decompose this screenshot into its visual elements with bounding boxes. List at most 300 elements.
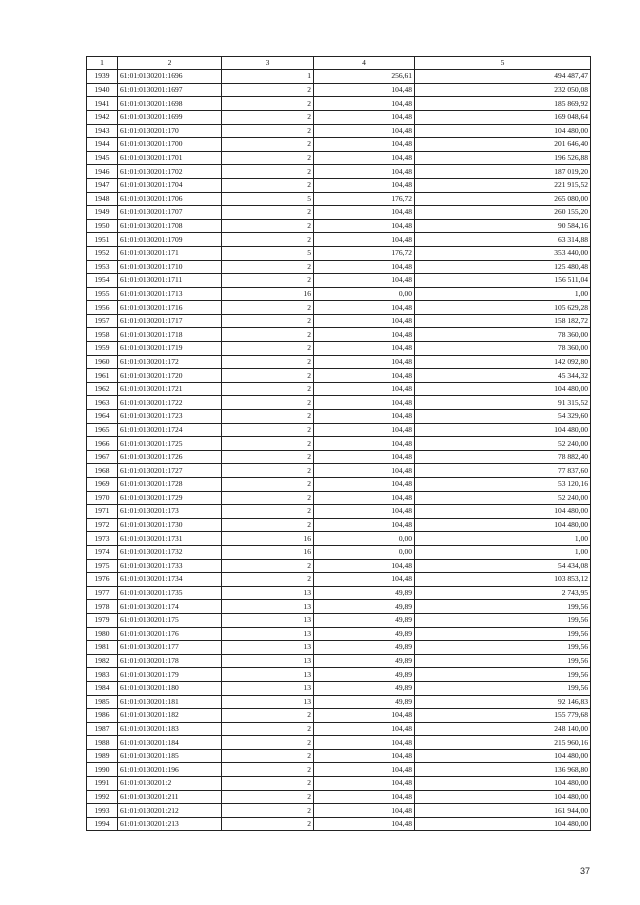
code-cell: 16 <box>222 287 314 301</box>
row-number-cell: 1939 <box>87 70 118 84</box>
cadastral-number-cell: 61:01:0130201:1720 <box>118 369 222 383</box>
table-row <box>87 559 591 573</box>
table-row <box>87 70 591 84</box>
table-row <box>87 573 591 587</box>
code-cell: 2 <box>222 804 314 818</box>
value-cell: 136 968,80 <box>415 763 591 777</box>
column-header: 5 <box>415 57 591 70</box>
code-cell: 2 <box>222 410 314 424</box>
value-cell: 104 480,00 <box>415 749 591 763</box>
value-cell: 45 344,32 <box>415 369 591 383</box>
row-number-cell: 1961 <box>87 369 118 383</box>
code-cell: 2 <box>222 505 314 519</box>
row-number-cell: 1966 <box>87 437 118 451</box>
cadastral-number-cell: 61:01:0130201:1725 <box>118 437 222 451</box>
value-cell: 1,00 <box>415 545 591 559</box>
table-row <box>87 641 591 655</box>
cadastral-number-cell: 61:01:0130201:1711 <box>118 274 222 288</box>
value-cell: 104 480,00 <box>415 382 591 396</box>
cadastral-number-cell: 61:01:0130201:180 <box>118 681 222 695</box>
cadastral-number-cell: 61:01:0130201:1726 <box>118 450 222 464</box>
rate-cell: 104,48 <box>314 165 415 179</box>
rate-cell: 104,48 <box>314 110 415 124</box>
code-cell: 2 <box>222 437 314 451</box>
row-number-cell: 1991 <box>87 777 118 791</box>
table-row <box>87 233 591 247</box>
rate-cell: 104,48 <box>314 138 415 152</box>
code-cell: 16 <box>222 545 314 559</box>
table-row <box>87 695 591 709</box>
value-cell: 52 240,00 <box>415 491 591 505</box>
cadastral-number-cell: 61:01:0130201:1731 <box>118 532 222 546</box>
code-cell: 2 <box>222 138 314 152</box>
table-row <box>87 369 591 383</box>
table-row <box>87 355 591 369</box>
cadastral-number-cell: 61:01:0130201:1721 <box>118 382 222 396</box>
rate-cell: 49,89 <box>314 654 415 668</box>
cadastral-number-cell: 61:01:0130201:1717 <box>118 314 222 328</box>
rate-cell: 104,48 <box>314 260 415 274</box>
rate-cell: 49,89 <box>314 586 415 600</box>
rate-cell: 104,48 <box>314 722 415 736</box>
rate-cell: 104,48 <box>314 83 415 97</box>
code-cell: 13 <box>222 586 314 600</box>
cadastral-number-cell: 61:01:0130201:183 <box>118 722 222 736</box>
table-row <box>87 545 591 559</box>
table-row <box>87 246 591 260</box>
table-row <box>87 450 591 464</box>
row-number-cell: 1982 <box>87 654 118 668</box>
rate-cell: 49,89 <box>314 668 415 682</box>
code-cell: 16 <box>222 532 314 546</box>
value-cell: 196 526,88 <box>415 151 591 165</box>
cadastral-number-cell: 61:01:0130201:1729 <box>118 491 222 505</box>
rate-cell: 49,89 <box>314 627 415 641</box>
code-cell: 2 <box>222 97 314 111</box>
row-number-cell: 1950 <box>87 219 118 233</box>
value-cell: 265 080,00 <box>415 192 591 206</box>
cadastral-number-cell: 61:01:0130201:1708 <box>118 219 222 233</box>
code-cell: 2 <box>222 749 314 763</box>
value-cell: 199,56 <box>415 681 591 695</box>
rate-cell: 49,89 <box>314 613 415 627</box>
cadastral-number-cell: 61:01:0130201:184 <box>118 736 222 750</box>
row-number-cell: 1970 <box>87 491 118 505</box>
cadastral-number-cell: 61:01:0130201:185 <box>118 749 222 763</box>
cadastral-number-cell: 61:01:0130201:176 <box>118 627 222 641</box>
value-cell: 199,56 <box>415 613 591 627</box>
row-number-cell: 1946 <box>87 165 118 179</box>
table-row <box>87 464 591 478</box>
value-cell: 91 315,52 <box>415 396 591 410</box>
value-cell: 156 511,04 <box>415 274 591 288</box>
value-cell: 199,56 <box>415 668 591 682</box>
row-number-cell: 1940 <box>87 83 118 97</box>
value-cell: 78 360,00 <box>415 328 591 342</box>
row-number-cell: 1972 <box>87 518 118 532</box>
code-cell: 13 <box>222 613 314 627</box>
rate-cell: 104,48 <box>314 573 415 587</box>
cadastral-number-cell: 61:01:0130201:196 <box>118 763 222 777</box>
row-number-cell: 1979 <box>87 613 118 627</box>
code-cell: 13 <box>222 654 314 668</box>
row-number-cell: 1960 <box>87 355 118 369</box>
cadastral-number-cell: 61:01:0130201:179 <box>118 668 222 682</box>
rate-cell: 104,48 <box>314 736 415 750</box>
cadastral-number-cell: 61:01:0130201:1727 <box>118 464 222 478</box>
rate-cell: 49,89 <box>314 600 415 614</box>
table-row <box>87 124 591 138</box>
code-cell: 13 <box>222 695 314 709</box>
value-cell: 232 050,08 <box>415 83 591 97</box>
value-cell: 77 837,60 <box>415 464 591 478</box>
cadastral-number-cell: 61:01:0130201:1732 <box>118 545 222 559</box>
cadastral-number-cell: 61:01:0130201:1704 <box>118 178 222 192</box>
rate-cell: 104,48 <box>314 342 415 356</box>
code-cell: 2 <box>222 559 314 573</box>
value-cell: 494 487,47 <box>415 70 591 84</box>
code-cell: 2 <box>222 301 314 315</box>
code-cell: 2 <box>222 83 314 97</box>
rate-cell: 104,48 <box>314 382 415 396</box>
code-cell: 13 <box>222 668 314 682</box>
cadastral-number-cell: 61:01:0130201:175 <box>118 613 222 627</box>
value-cell: 201 646,40 <box>415 138 591 152</box>
value-cell: 104 480,00 <box>415 423 591 437</box>
rate-cell: 104,48 <box>314 518 415 532</box>
value-cell: 199,56 <box>415 641 591 655</box>
rate-cell: 104,48 <box>314 178 415 192</box>
value-cell: 2 743,95 <box>415 586 591 600</box>
code-cell: 1 <box>222 70 314 84</box>
table-row <box>87 749 591 763</box>
cadastral-number-cell: 61:01:0130201:182 <box>118 709 222 723</box>
row-number-cell: 1992 <box>87 790 118 804</box>
cadastral-number-cell: 61:01:0130201:1706 <box>118 192 222 206</box>
cadastral-number-cell: 61:01:0130201:1724 <box>118 423 222 437</box>
row-number-cell: 1944 <box>87 138 118 152</box>
rate-cell: 104,48 <box>314 219 415 233</box>
code-cell: 13 <box>222 627 314 641</box>
cadastral-number-cell: 61:01:0130201:1723 <box>118 410 222 424</box>
row-number-cell: 1980 <box>87 627 118 641</box>
rate-cell: 0,00 <box>314 532 415 546</box>
table-row <box>87 423 591 437</box>
cadastral-number-cell: 61:01:0130201:1707 <box>118 206 222 220</box>
cadastral-number-cell: 61:01:0130201:1716 <box>118 301 222 315</box>
column-header: 3 <box>222 57 314 70</box>
rate-cell: 104,48 <box>314 749 415 763</box>
value-cell: 78 360,00 <box>415 342 591 356</box>
cadastral-number-cell: 61:01:0130201:171 <box>118 246 222 260</box>
code-cell: 2 <box>222 328 314 342</box>
code-cell: 5 <box>222 246 314 260</box>
table-row <box>87 410 591 424</box>
table-row <box>87 777 591 791</box>
code-cell: 2 <box>222 124 314 138</box>
value-cell: 104 480,00 <box>415 518 591 532</box>
table-row <box>87 586 591 600</box>
value-cell: 155 779,68 <box>415 709 591 723</box>
rate-cell: 176,72 <box>314 192 415 206</box>
rate-cell: 176,72 <box>314 246 415 260</box>
code-cell: 2 <box>222 450 314 464</box>
column-header: 4 <box>314 57 415 70</box>
rate-cell: 104,48 <box>314 396 415 410</box>
code-cell: 2 <box>222 219 314 233</box>
code-cell: 2 <box>222 355 314 369</box>
table-row <box>87 314 591 328</box>
cadastral-number-cell: 61:01:0130201:212 <box>118 804 222 818</box>
cadastral-number-cell: 61:01:0130201:1697 <box>118 83 222 97</box>
row-number-cell: 1962 <box>87 382 118 396</box>
table-row <box>87 654 591 668</box>
value-cell: 221 915,52 <box>415 178 591 192</box>
code-cell: 2 <box>222 573 314 587</box>
row-number-cell: 1994 <box>87 817 118 831</box>
code-cell: 2 <box>222 518 314 532</box>
table-row <box>87 736 591 750</box>
table-row <box>87 287 591 301</box>
value-cell: 104 480,00 <box>415 817 591 831</box>
value-cell: 104 480,00 <box>415 505 591 519</box>
code-cell: 2 <box>222 233 314 247</box>
row-number-cell: 1985 <box>87 695 118 709</box>
value-cell: 199,56 <box>415 600 591 614</box>
value-cell: 353 440,00 <box>415 246 591 260</box>
rate-cell: 104,48 <box>314 450 415 464</box>
row-number-cell: 1989 <box>87 749 118 763</box>
rate-cell: 104,48 <box>314 777 415 791</box>
row-number-cell: 1971 <box>87 505 118 519</box>
table-row <box>87 817 591 831</box>
code-cell: 2 <box>222 709 314 723</box>
row-number-cell: 1954 <box>87 274 118 288</box>
code-cell: 2 <box>222 314 314 328</box>
rate-cell: 104,48 <box>314 410 415 424</box>
table-header-row <box>87 57 591 70</box>
value-cell: 187 019,20 <box>415 165 591 179</box>
cadastral-number-cell: 61:01:0130201:173 <box>118 505 222 519</box>
rate-cell: 256,61 <box>314 70 415 84</box>
rate-cell: 104,48 <box>314 314 415 328</box>
rate-cell: 104,48 <box>314 559 415 573</box>
rate-cell: 49,89 <box>314 641 415 655</box>
rate-cell: 104,48 <box>314 301 415 315</box>
value-cell: 105 629,28 <box>415 301 591 315</box>
value-cell: 54 434,08 <box>415 559 591 573</box>
code-cell: 2 <box>222 110 314 124</box>
value-cell: 104 480,00 <box>415 777 591 791</box>
cadastral-number-cell: 61:01:0130201:172 <box>118 355 222 369</box>
value-cell: 63 314,88 <box>415 233 591 247</box>
table-row <box>87 342 591 356</box>
table-row <box>87 178 591 192</box>
table-row <box>87 681 591 695</box>
table-row <box>87 518 591 532</box>
table-row <box>87 138 591 152</box>
value-cell: 215 960,16 <box>415 736 591 750</box>
table-row <box>87 613 591 627</box>
table-row <box>87 627 591 641</box>
code-cell: 13 <box>222 681 314 695</box>
value-cell: 248 140,00 <box>415 722 591 736</box>
rate-cell: 0,00 <box>314 545 415 559</box>
cadastral-number-cell: 61:01:0130201:2 <box>118 777 222 791</box>
cadastral-number-cell: 61:01:0130201:1719 <box>118 342 222 356</box>
cadastral-number-cell: 61:01:0130201:1733 <box>118 559 222 573</box>
cadastral-number-cell: 61:01:0130201:1696 <box>118 70 222 84</box>
code-cell: 2 <box>222 790 314 804</box>
code-cell: 2 <box>222 342 314 356</box>
table-row <box>87 478 591 492</box>
cadastral-number-cell: 61:01:0130201:1734 <box>118 573 222 587</box>
code-cell: 2 <box>222 763 314 777</box>
table-row <box>87 110 591 124</box>
table-row <box>87 151 591 165</box>
code-cell: 2 <box>222 423 314 437</box>
rate-cell: 104,48 <box>314 478 415 492</box>
code-cell: 2 <box>222 206 314 220</box>
rate-cell: 104,48 <box>314 274 415 288</box>
cadastral-number-cell: 61:01:0130201:213 <box>118 817 222 831</box>
table-row <box>87 219 591 233</box>
row-number-cell: 1951 <box>87 233 118 247</box>
value-cell: 104 480,00 <box>415 790 591 804</box>
code-cell: 5 <box>222 192 314 206</box>
cadastral-number-cell: 61:01:0130201:1713 <box>118 287 222 301</box>
page-number: 37 <box>579 866 590 876</box>
table-row <box>87 382 591 396</box>
code-cell: 2 <box>222 491 314 505</box>
row-number-cell: 1964 <box>87 410 118 424</box>
rate-cell: 104,48 <box>314 124 415 138</box>
cadastral-number-cell: 61:01:0130201:170 <box>118 124 222 138</box>
code-cell: 2 <box>222 464 314 478</box>
code-cell: 2 <box>222 165 314 179</box>
value-cell: 1,00 <box>415 532 591 546</box>
row-number-cell: 1968 <box>87 464 118 478</box>
rate-cell: 104,48 <box>314 464 415 478</box>
column-header: 2 <box>118 57 222 70</box>
code-cell: 2 <box>222 178 314 192</box>
row-number-cell: 1956 <box>87 301 118 315</box>
row-number-cell: 1963 <box>87 396 118 410</box>
row-number-cell: 1990 <box>87 763 118 777</box>
row-number-cell: 1952 <box>87 246 118 260</box>
rate-cell: 0,00 <box>314 287 415 301</box>
cadastral-number-cell: 61:01:0130201:178 <box>118 654 222 668</box>
cadastral-number-cell: 61:01:0130201:1709 <box>118 233 222 247</box>
code-cell: 2 <box>222 151 314 165</box>
rate-cell: 104,48 <box>314 804 415 818</box>
cadastral-number-cell: 61:01:0130201:1735 <box>118 586 222 600</box>
table-row <box>87 505 591 519</box>
table-row <box>87 260 591 274</box>
rate-cell: 104,48 <box>314 355 415 369</box>
table-body <box>87 70 591 831</box>
rate-cell: 104,48 <box>314 763 415 777</box>
row-number-cell: 1958 <box>87 328 118 342</box>
code-cell: 13 <box>222 600 314 614</box>
code-cell: 2 <box>222 777 314 791</box>
rate-cell: 104,48 <box>314 491 415 505</box>
value-cell: 199,56 <box>415 627 591 641</box>
value-cell: 125 480,48 <box>415 260 591 274</box>
rate-cell: 104,48 <box>314 505 415 519</box>
code-cell: 2 <box>222 382 314 396</box>
table-row <box>87 437 591 451</box>
value-cell: 161 944,00 <box>415 804 591 818</box>
row-number-cell: 1965 <box>87 423 118 437</box>
rate-cell: 104,48 <box>314 423 415 437</box>
cadastral-number-cell: 61:01:0130201:1701 <box>118 151 222 165</box>
table-row <box>87 97 591 111</box>
value-cell: 90 584,16 <box>415 219 591 233</box>
row-number-cell: 1942 <box>87 110 118 124</box>
code-cell: 2 <box>222 274 314 288</box>
table-row <box>87 274 591 288</box>
code-cell: 2 <box>222 722 314 736</box>
table-row <box>87 83 591 97</box>
cadastral-number-cell: 61:01:0130201:211 <box>118 790 222 804</box>
cadastral-number-cell: 61:01:0130201:1698 <box>118 97 222 111</box>
cadastral-number-cell: 61:01:0130201:1722 <box>118 396 222 410</box>
row-number-cell: 1945 <box>87 151 118 165</box>
table-row <box>87 192 591 206</box>
cadastral-number-cell: 61:01:0130201:1730 <box>118 518 222 532</box>
rate-cell: 104,48 <box>314 206 415 220</box>
rate-cell: 104,48 <box>314 437 415 451</box>
row-number-cell: 1975 <box>87 559 118 573</box>
row-number-cell: 1969 <box>87 478 118 492</box>
value-cell: 92 146,83 <box>415 695 591 709</box>
code-cell: 2 <box>222 478 314 492</box>
rate-cell: 104,48 <box>314 328 415 342</box>
cadastral-number-cell: 61:01:0130201:174 <box>118 600 222 614</box>
cadastral-number-cell: 61:01:0130201:1699 <box>118 110 222 124</box>
table-row <box>87 206 591 220</box>
table-row <box>87 600 591 614</box>
rate-cell: 104,48 <box>314 97 415 111</box>
rate-cell: 104,48 <box>314 151 415 165</box>
data-table <box>86 56 591 831</box>
code-cell: 2 <box>222 396 314 410</box>
table-row <box>87 396 591 410</box>
table-row <box>87 165 591 179</box>
row-number-cell: 1981 <box>87 641 118 655</box>
table-row <box>87 532 591 546</box>
cadastral-number-cell: 61:01:0130201:1718 <box>118 328 222 342</box>
row-number-cell: 1983 <box>87 668 118 682</box>
cadastral-number-cell: 61:01:0130201:181 <box>118 695 222 709</box>
value-cell: 78 882,40 <box>415 450 591 464</box>
rate-cell: 104,48 <box>314 369 415 383</box>
table-row <box>87 328 591 342</box>
value-cell: 142 092,80 <box>415 355 591 369</box>
cadastral-number-cell: 61:01:0130201:1702 <box>118 165 222 179</box>
value-cell: 158 182,72 <box>415 314 591 328</box>
row-number-cell: 1943 <box>87 124 118 138</box>
rate-cell: 104,48 <box>314 817 415 831</box>
value-cell: 54 329,60 <box>415 410 591 424</box>
table-row <box>87 722 591 736</box>
table-row <box>87 709 591 723</box>
row-number-cell: 1948 <box>87 192 118 206</box>
value-cell: 53 120,16 <box>415 478 591 492</box>
column-header: 1 <box>87 57 118 70</box>
value-cell: 260 155,20 <box>415 206 591 220</box>
